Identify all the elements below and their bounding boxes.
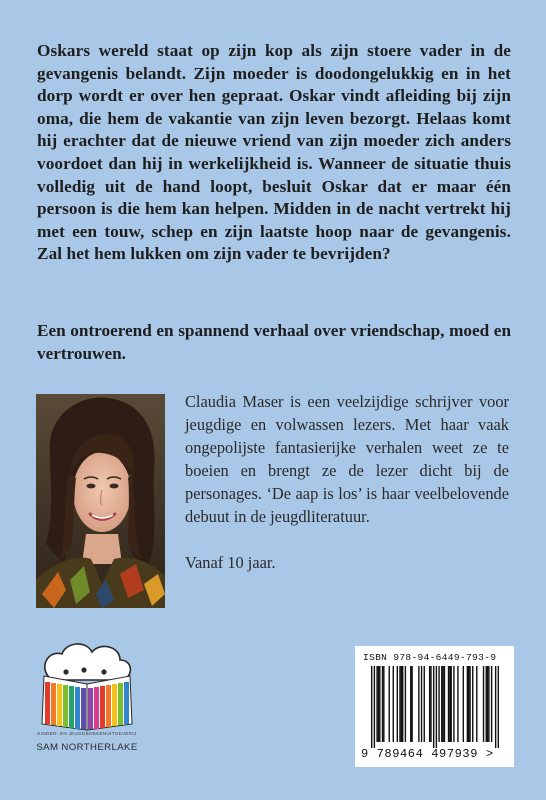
barcode-bar xyxy=(401,666,402,742)
barcode-bar xyxy=(495,666,496,748)
author-bio: Claudia Maser is een veelzijdige schrijver voor jeugdige en volwassen lezers. Met haar vaak ongepolijste fantasierijke verhalen weet ze te boeien en brengt ze de lezer dicht bij de personages. ‘De aap is los’ is haar veelbelovende debuut in de jeugdliteratuur. xyxy=(185,392,509,526)
barcode-bar xyxy=(418,666,419,742)
barcode-bar xyxy=(468,666,469,742)
barcode-bar xyxy=(430,666,431,742)
barcode-bar xyxy=(374,666,375,748)
barcode-bar xyxy=(393,666,394,742)
barcode-bar xyxy=(410,666,411,742)
barcode-digits: 9 789464 497939 > xyxy=(361,747,494,761)
barcode-bar xyxy=(476,666,477,742)
isbn-barcode xyxy=(355,646,514,767)
author-portrait-illustration xyxy=(36,394,165,608)
book-blurb: Oskars wereld staat op zijn kop als zijn stoere vader in de gevangenis belandt. Zijn moeder is doodongelukkig en in het dorp wordt er over hen gepraat. Oskar vindt afleiding bij zijn oma, die hem de vakantie van zijn leven bezorgt. Helaas komt hij erachter dat de nieuwe vriend van zijn moeder zich anders voordoet dan hij in werkelijkheid is. Wanneer de situatie thuis volledig uit de hand loopt, besluit Oskar dat er maar één persoon is die hem kan helpen. Midden in de nacht vertrekt hij met een touw, schep en zijn laatste hoop naar de gevangenis. Zal het hem lukken om zijn vader te bevrijden? xyxy=(37,41,511,264)
barcode-bar xyxy=(472,666,473,742)
barcode-bar xyxy=(402,666,403,742)
barcode-bar xyxy=(436,666,437,748)
publisher-name: SAM NORTHERLAKE xyxy=(36,742,138,753)
barcode-bar xyxy=(421,666,422,742)
barcode-bar xyxy=(441,666,442,742)
barcode-bar xyxy=(498,666,499,748)
barcode-bar xyxy=(429,666,430,742)
barcode-bar xyxy=(379,666,380,742)
barcode-bar xyxy=(424,666,425,742)
barcode-bar xyxy=(453,666,454,742)
barcode-bars xyxy=(371,666,499,748)
barcode-bar xyxy=(378,666,379,742)
publisher-logo xyxy=(34,636,140,786)
barcode-bar xyxy=(487,666,488,742)
author-photo xyxy=(36,394,165,608)
barcode-bar xyxy=(382,666,383,742)
barcode-bar xyxy=(467,666,468,742)
barcode-bar xyxy=(469,666,470,742)
barcode-bar xyxy=(438,666,439,742)
age-recommendation: Vanaf 10 jaar. xyxy=(185,553,276,572)
barcode-bar xyxy=(397,666,398,742)
barcode-bar xyxy=(399,666,400,742)
barcode-bar xyxy=(442,666,443,742)
barcode-bar xyxy=(383,666,384,742)
barcode-bar xyxy=(444,666,445,742)
book-stack-icon xyxy=(34,636,140,732)
barcode-bar xyxy=(411,666,412,742)
barcode-bar xyxy=(448,666,449,742)
barcode-bar xyxy=(488,666,489,742)
barcode-bar xyxy=(449,666,450,742)
book-tagline: Een ontroerend en spannend verhaal over vriendschap, moed en vertrouwen. xyxy=(37,321,511,363)
isbn-label: ISBN 978-94-6449-793-9 xyxy=(363,652,497,663)
barcode-bar xyxy=(450,666,451,742)
barcode-bar xyxy=(405,666,406,742)
barcode-bar xyxy=(433,666,434,748)
barcode-bar xyxy=(463,666,464,742)
barcode-bar xyxy=(486,666,487,742)
barcode-bar xyxy=(371,666,372,748)
barcode-bar xyxy=(376,666,377,742)
publisher-tagline: KINDER- EN JEUGDBOEKENUITGEVERIJ xyxy=(37,731,137,736)
barcode-bar xyxy=(491,666,492,742)
barcode-bar xyxy=(389,666,390,742)
barcode-bar xyxy=(457,666,458,742)
barcode-bar xyxy=(483,666,484,742)
